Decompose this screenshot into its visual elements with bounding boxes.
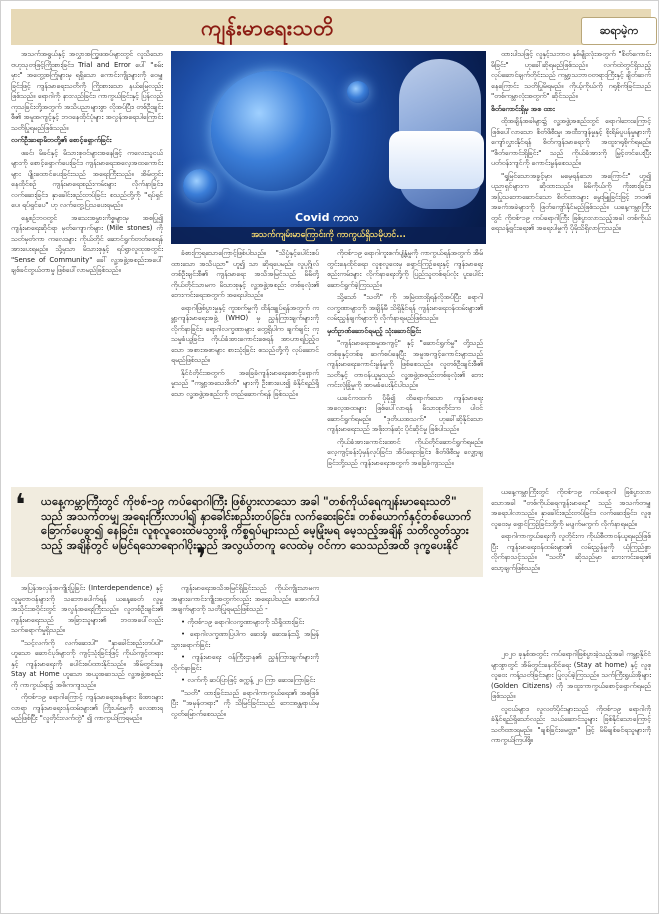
article-title: ကျန်းမာရေးသတိ: [201, 16, 335, 40]
paragraph: ရောဂါဖြစ်ပွားမှုနှင့် ကူးစက်မှုကို ထိန်းချုပ်ရန်အတွက် ကမ္ဘာ့ကျန်းမာရေးအဖွဲ့ (WHO) မှ ညွှန်ကြားချက်များကို လိုက်နာခြင်း၊ ရောဂါလက္ခဏာများ တွေ့ရှိပါက ချက်ချင်း ကုသမှုခံယူခြင်း၊ ကိုယ်ခံအားကောင်းစေရန် အာဟာရပြည့်ဝသော အစားအစာများ စားသုံးခြင်း စသည်တို့ကို လုပ်ဆောင်ရမည်ဖြစ်သည်။: [171, 303, 319, 364]
pull-quote-text: ယနေ့ကမ္ဘာကြီးတွင် ကိုဗစ်-၁၉ ကပ်ရောဂါကြီး ဖြစ်ပွားလာသော အခါ "တစ်ကိုယ်ရေကျန်းမာရေးသတိ" သည် အသက်တမျှ အရေးကြီးလာပါ၍ နှာခေါင်းစည်းတပ်ခြင်း၊ လက်ဆေးခြင်း၊ တစ်ယောက်နှင့်တစ်ယောက် ခြောက်ပေခွာ၍ နေခြင်း၊ လူစုလူဝေးထဲမသွားဖို့ ကိစ္စရပ်များသည် မေ့မြုံးမရ မေ့သည့်အချိန် သတိလွတ်သွားသည့် အချိန်တွင် မမြင်ရသောရောဂါပိုးသည် အလွယ်တကူ လေထဲမှ ဝင်ကာ သေသည်အထိ ဒုက္ခပေးနိုင်: [41, 495, 472, 552]
paragraph: ဖခင်၊ မိခင်နှင့် မိသားစုဝင်များအနေဖြင့် ကလေးသူငယ်များကို စောင့်ရှောက်ပေးခြင်း၊ ကျန်းမာရေးအလေ့အထကောင်းများ ပျိုးထောင်ပေးခြင်းသည် အရေးကြီးသည်။ အိမ်တွင်းနေထိုင်စဉ် ကျန်းမာရေးစည်းကမ်းများ လိုက်နာခြင်း၊ လက်ဆေးခြင်း၊ နှာခေါင်းစည်းတပ်ခြင်း စသည်တို့ကို "ရပ်ရှင်ပေ၊ ရပ်ရှင်ပေ" ဟု လက်တွေ့ပြသပေးရမည်။: [11, 148, 163, 209]
right-column-bottom: [491, 649, 651, 907]
paragraph: လူငယ်များ၊ လူလတ်ပိုင်းများသည် ကိုဗစ်-၁၉ ရောဂါကို ခံနိုင်ရည်ရှိသော်လည်း သယ်ဆောင်သူများ ဖြစ်နိုင်သောကြောင့် သတိထားရမည်။ "ချစ်ခြင်းမေတ္တာ" ဖြင့် မိမိချစ်ခင်ရသူများကို ကာကွယ်ကြပါစို့။: [491, 704, 651, 744]
paragraph: ရောဂါကာကွယ်ရေးကို လူတိုင်းက ကိုယ်စီတာဝန်ယူရမည်ဖြစ်ပြီး ကျန်းမာရေးဝန်ထမ်းများ၏ လမ်းညွှန်မှုကို ယုံကြည်စွာ လိုက်နာသင့်သည်။ "သတိ" ဆိုသည်မှာ ဘေးကင်းရေး၏ သော့ချက်ဖြစ်သည်။: [491, 532, 651, 572]
right-column-middle: [491, 487, 651, 645]
right-column-top: [491, 49, 651, 485]
paragraph: • ကျန်းမာရေး ဝန်ကြီးဌာန၏ ညွှန်ကြားချက်များကို လိုက်နာခြင်း: [171, 653, 319, 672]
quote-close-mark: ❜: [196, 542, 207, 577]
paragraph: ထိုအချိန်အခါများ၌ လူ့အဖွဲ့အစည်းတွင် ရောဂါဘေးကြောင့် ဖြစ်ပေါ်လာသော စိတ်ဖိစီးမှု၊ အထီးကျန်မှုနှင့် စိုးရိမ်ပူပန်မှုများကို ကျော်လွှားနိုင်ရန် စိတ်ကျန်းမာရေးကို အထူးဂရုစိုက်ရမည်။ "စိတ်ကောင်းရှိခြင်း" သည် ကိုယ်ခံအားကို မြှင့်တင်ပေးပြီး ပတ်ဝန်းကျင်ကို ကောင်းမွန်စေသည်။: [491, 117, 651, 167]
paragraph: • ကိုဗစ်-၁၉ ရောဂါလက္ခဏာများကို သိရှိထားခြင်း: [181, 617, 304, 626]
paragraph: "သင့်လက်ကို လက်ဆေးပါ" "နှာခေါင်းစည်းတပ်ပါ" ဟူသော ဆောင်ပုဒ်များကို ကျင့်သုံးခြင်းဖြင့် ကိုယ်ကျင့်တရားနှင့် ကျန်းမာရေးကို ပေါင်းစပ်ထားနိုင်သည်။ အိမ်တွင်းနေ Stay at Home ဟူသော အယူအဆသည် လူ့အဖွဲ့အစည်း ကို ကာကွယ်ရာ၌ အဓိကကျသည်။: [11, 638, 163, 689]
section-subheading: လက်ဦးဆရာမိဘတို့၏ စောင့်ရှောက်ခြင်း: [11, 136, 112, 144]
paragraph: ယနေ့ကမ္ဘာကြီးတွင် ကိုဗစ်-၁၉ ကပ်ရောဂါ ဖြစ်ပွားလာသောအခါ "တစ်ကိုယ်ရေကျန်းမာရေး" သည် အသက်တမျှ အရေးပါလာသည်။ နှာခေါင်းစည်းတပ်ခြင်း၊ လက်ဆေးခြင်း၊ လူစုလူဝေးမှ ရှောင်ကြဉ်ခြင်းတို့ကို မပျက်မကွက် လိုက်နာရမည်။: [491, 488, 651, 528]
section-subheading: မှတ်ဥာဏ်ဆောင်ရမည့် သုံးဆောင်ခြင်း: [327, 326, 421, 335]
paragraph: ယခင်ကထက် ပိုမို၍ ထိရောက်သော ကျန်းမာရေးအလေ့အထများ ဖြစ်ပေါ်လာရန် မိသားစုတိုင်းက ပါဝင်ဆောင်ရွက်ရမည်။ "ဒုတိယအသက်" ဟုခေါ်ဆိုနိုင်သော ကျန်းမာရေးသည် အဖိုးတန်ဆုံး ပိုင်ဆိုင်မှု ဖြစ်ပါသည်။: [327, 393, 483, 433]
paragraph: ကိုယ်ခံအားကောင်းအောင် ကိုယ်တိုင်ဆောင်ရွက်ရမည်။ လေ့ကျင့်ခန်းပုံမှန်လုပ်ခြင်း၊ အိပ်ရေးဝခြင်း၊ စိတ်ဖိစီးမှု လျှော့ချခြင်းတို့သည် ကျန်းမာရေးအတွက် အခြေခံကျသည်။: [327, 437, 483, 467]
middle-column-bottom: [171, 583, 319, 907]
paragraph: အသက်အရွယ်နှင့် အလွှာအကြွှဖအပ်များတွင် လူသိသော ဗဟုသုတဖြင့်ကြိုးစားခြင်း၊ Trial and Error ပေါ် "စမ်းမှား" အတွေ့အကြုံများမှ ရရှိသော ကောင်းကျိုးများကို ဝေမျှခြင်းဖြင့် ကျန်းမာရေးသတိကို ကြိုးစားသော နယ်မြေလည်းဖြစ်သည်။ ရောဂါကို နားလည်ခြင်း၊ ကာကွယ်ခြင်းနှင့် ပြန်လည်ကုသခြင်းတို့အတွက် အသိပညာများစွာ လိုအပ်ပြီး၊ တစ်ဦးချင်းစီ၏ အမူအကျင့်နှင့် ဘဝနေထိုင်ပုံများ အလွန်အရေးပါကြောင်း သတိပြုရမည်ဖြစ်သည်။: [11, 50, 163, 132]
paragraph: သို့သော် "သတိ" ကို အမြဲထားရှိရန်လိုအပ်ပြီး ရောဂါလက္ခဏာများကို အချိန်မီ သိရှိနိုင်ရန် ကျန်းမာရေးဝန်ထမ်းများ၏ လမ်းညွှန်ချက်များကို လိုက်နာရမည်ဖြစ်သည်။: [327, 293, 483, 322]
paragraph: • ရောဂါလက္ခဏာပြပါက ဆေးရုံ၊ ဆေးခန်းသို့ အမြန်သွားရောက်ခြင်း: [171, 630, 319, 649]
virus-illustration-small-2: [347, 81, 369, 103]
center-right-column: [327, 248, 483, 484]
section-subheading: စိတ်ကောင်းရှိမှ အစ ထား: [491, 104, 555, 113]
pull-quote-box: [11, 487, 483, 577]
face-mask-illustration: [389, 131, 484, 189]
hero-caption: အသက်ကျမ်းမာကြောင်းကို ကာကွယ်ရှိသမိုဟင်...: [171, 227, 486, 244]
paragraph: ထားပါသဖြင့် လူနှင့်သဘာဝ နှစ်မျိုးလုံးအတွက် "စိတ်ကောင်းမိခြင်း" ဟုခေါ်ဆိုရမည်ဖြစ်သည်။ လက်ထဲတွင်ရှိသည့် လုပ်ဆောင်ချက်တိုင်းသည် ကမ္ဘာ့သဘာဝတရားကြီးနှင့် ချိတ်ဆက်နေကြောင်း သတိပြုမိရမည်။ ကိုယ့်ကိုယ်ကို ဂရုစိုက်ခြင်းသည် "တစ်ကမ္ဘာလုံးအတွက်" ဆိုင်သည်။: [491, 50, 651, 100]
paragraph: နေ့စဉ်ဘဝတွင် အသေးအမွှားကိစ္စများမှ အစပြု၍ ကျန်းမာရေးဆိုင်ရာ မှတ်ကျောက်များ (Mile stones) ကို သတ်မှတ်ကာ ကလေးများ ကိုယ်တိုင် ဆောင်ရွက်တတ်စေရန် အားပေးရမည်။ သို့မှသာ မိသားစုနှင့် ရပ်ရွာလူထုအတွင်း "Sense of Community" ခေါ် လူ့အဖွဲ့အစည်းအပေါ် ချစ်ခင်တွယ်တာမှု ဖြစ်ပေါ်လာမည်ဖြစ်သည်။: [11, 213, 163, 274]
paragraph: • လက်ကို ဆပ်ပြာဖြင့် စက္ကန့် ၂၀ ကြာ ဆေးကြောခြင်း: [181, 676, 315, 684]
paragraph: ခံစားကြရသောကြောင့်ဖြစ်ပါသည်။ "သိပ္ပံနှင့်ပေါင်းစပ်ထားသော အသိပညာ" ဟူ၍ သာ ဆိုရပေမည်။ လူပုဂ္ဂိုလ်တစ်ဦးချင်းစီ၏ ကျန်းမာရေး အသိအမြင်သည် မိမိတို့ကိုယ်တိုင်သာမက မိသားစုနှင့် လူ့အဖွဲ့အစည်း တစ်ခုလုံး၏ ဘေးကင်းရေးအတွက် အရေးပါသည်။: [171, 249, 319, 299]
paragraph: ကိုဗစ်-၁၉ ရောဂါကြောင့် ကျန်းမာရေးစနစ်များ ဖိအားများလာရာ ကျန်းမာရေးဝန်ထမ်းများ၏ ကြိုးပမ်းမှုကို လေးစားရမည်ဖြစ်ပြီး "လူတိုင်းလက်တွဲ" ၍ ကာကွယ်ကြရမည်။: [11, 693, 163, 722]
virus-illustration-small: [183, 169, 217, 203]
paragraph: ကျန်းမာရေးအသိအမြင်ရှိခြင်းသည် ကိုယ်ကျိုးသာမက အများကောင်းကျိုးအတွက်လည်း အရေးပါသည်။ အောက်ပါအချက်များကို သတိပြုရမည်ဖြစ်သည် -: [171, 584, 319, 613]
quote-open-mark: ❛: [15, 488, 26, 523]
left-column-bottom: [11, 583, 163, 907]
middle-column-top: [171, 248, 319, 484]
paragraph: ၂၀၂၀ ခုနှစ်အတွင်း ကပ်ရောဂါဖြစ်ပွားခဲ့သည့်အခါ ကမ္ဘာ့နိုင်ငံများစွာတွင် အိမ်တွင်းနေထိုင်ရေး (Stay at home) နှင့် လူစုလူဝေး ကန့်သတ်ခြင်းများ ပြုလုပ်ခဲ့ကြသည်။ သက်ကြီးရွယ်အိုများ (Golden Citizens) ကို အထူးကာကွယ်စောင့်ရှောက်ရမည်ဖြစ်သည်။: [491, 650, 651, 700]
center-right-column-bottom: [327, 583, 483, 907]
virus-illustration: [211, 71, 331, 191]
title-band: [11, 9, 651, 45]
paragraph: "ကျန်းမာရေးအမှုအကျင့်" နှင့် "ဆောင်ရွက်မှု" တို့သည် တစ်ခုနှင့်တစ်ခု ဆက်စပ်နေပြီး အမူအကျင့်ကောင်းများသည် ကျန်းမာရေးကောင်းမွန်မှုကို ဖြစ်စေသည်။ လူတစ်ဦးချင်းစီ၏ သတိနှင့် တာဝန်ယူမှုသည် လူ့အဖွဲ့အစည်းတစ်ခုလုံး၏ ဘေးကင်းလုံခြုံမှုကို အာမခံပေးနိုင်ပါသည်။: [327, 339, 483, 389]
paragraph: "ရှုမြင်သောအခွင့်မှာ၊ မမေ့ရန်သော အကြောင်း" ဟူ၍ ပညာရှင်များက ဆိုထားသည်။ မိမိကိုယ်ကို ကိုးစားခြင်း၊ အပြုသဘောဆောင်သော စိတ်ထားများ မွေးမြူခြင်းဖြင့် ဘဝ၏ အခက်အခဲများကို ဖြတ်ကျော်နိုင်မည်ဖြစ်သည်။ ယနေ့ကမ္ဘာကြီးတွင် ကိုဗစ်-၁၉ ကပ်ရောဂါကြီး ဖြစ်ပွားလာသည့်အခါ တစ်ကိုယ်ရေသန့်ရှင်းရေး၏ အရေးပါမှုကို ပိုမိုသိရှိလာကြသည်။: [491, 171, 651, 232]
hero-label: Covid ကာလ: [295, 211, 359, 224]
author-byline: ဆရာမဲ့ဂာ: [581, 17, 657, 45]
paragraph: အပြန်အလှန်အကျိုးပြုခြင်း (Interdependence) နှင့် လူမှုတာဝန်များကို သဘောပေါက်ရန် ယနေ့ခေတ် လူမှုအသိုင်းအဝိုင်းတွင် အလွန်အရေးကြီးသည်။ လူတစ်ဦးချင်း၏ ကျန်းမာရေးသည် အခြားသူများ၏ ဘဝအပေါ်လည်း သက်ရောက်မှုရှိသည်။: [11, 584, 163, 634]
paragraph: ကိုဗစ်-၁၉ ရောဂါကူးစက်ပျံ့နှံ့မှုကို ကာကွယ်ရန်အတွက် အိမ်တွင်းနေထိုင်ရေး၊ လူစုလူဝေးမှ ရှောင်ကြဉ်ရေးနှင့် ကျန်းမာရေး စည်းကမ်းများ လိုက်နာရေးတို့ကို ပြည်သူတစ်ရပ်လုံး ပူးပေါင်းဆောင်ရွက်ခဲ့ကြသည်။: [327, 249, 483, 289]
paragraph: နိုင်ငံတိုင်းအတွက် အခြေခံကျန်းမာရေးစောင့်ရှောက်မှုသည် "ကမ္ဘာ့အသေးစိတ်" များကို ဦးစားပေး၍ ခံနိုင်ရည်ရှိသော လူ့အဖွဲ့အစည်းကို တည်ဆောက်ရန် ဖြစ်သည်။: [171, 368, 319, 398]
covid-hero-image: [171, 51, 486, 244]
paragraph: "သတိ" ထားခြင်းသည် ရောဂါကာကွယ်ရေး၏ အစဖြစ်ပြီး "အမှန်တရား" ကို သိမြင်ခြင်းသည် ဘေးအန္တရာယ်မှ လွတ်မြောက်စေသည်။: [171, 688, 319, 718]
left-column-top: [11, 49, 163, 485]
